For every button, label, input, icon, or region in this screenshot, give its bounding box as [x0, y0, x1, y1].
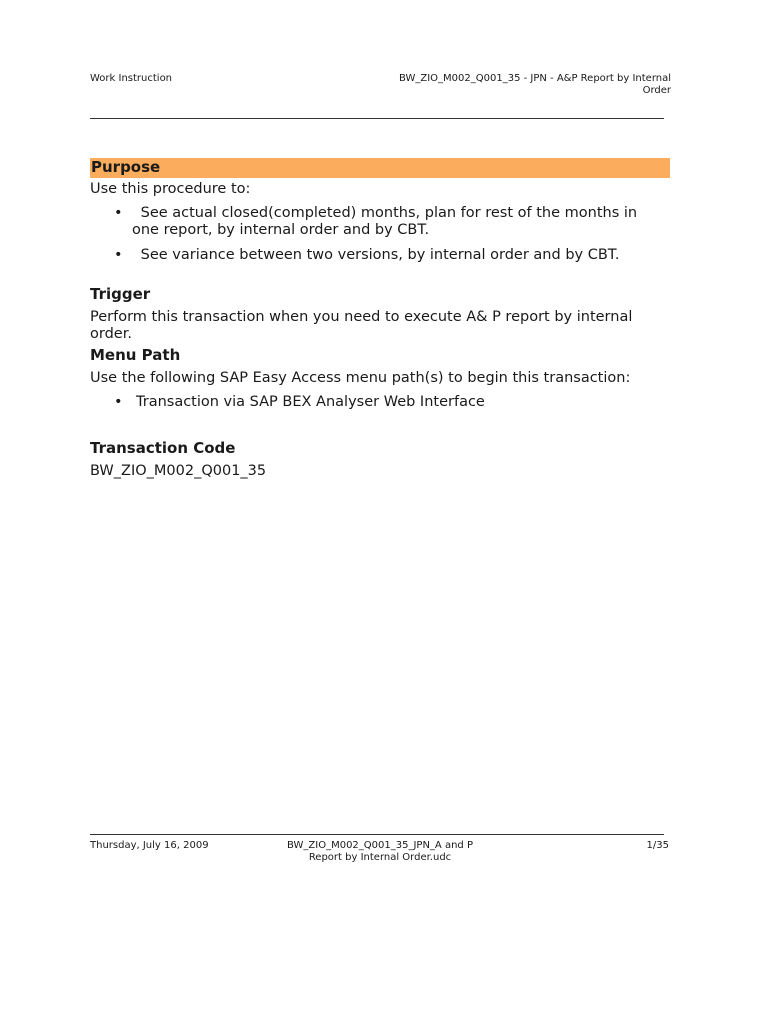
document-body — [90, 158, 670, 480]
purpose-intro: Use this procedure to: — [90, 181, 251, 197]
menu-path-bullet-list — [90, 394, 670, 411]
footer-filename-line-2: Report by Internal Order.udc — [308, 852, 452, 863]
list-item — [90, 394, 670, 411]
bullet-icon: • — [114, 394, 123, 410]
bullet-icon: • — [114, 205, 123, 221]
list-item-text-line: Transaction via SAP BEX Analyser Web Interface — [136, 394, 485, 410]
footer-divider — [90, 834, 664, 835]
header-title-line-1: BW_ZIO_M002_Q001_35 - JPN - A&P Report by Internal — [398, 73, 671, 84]
purpose-bullet-list — [90, 205, 670, 264]
list-item — [90, 247, 670, 264]
trigger-text-line-1: Perform this transaction when you need to execute A& P report by internal — [90, 309, 633, 325]
purpose-heading: Purpose — [90, 158, 670, 178]
header-left-label: Work Instruction — [90, 73, 173, 84]
header-title-line-2: Order — [642, 85, 671, 96]
header-document-title — [371, 73, 671, 97]
list-item-text-line: one report, by internal order and by CBT. — [132, 222, 430, 238]
header-divider — [90, 118, 664, 119]
transaction-code-value: BW_ZIO_M002_Q001_35 — [90, 463, 267, 479]
list-item-text-line: See variance between two versions, by internal order and by CBT. — [136, 247, 620, 263]
menu-path-intro: Use the following SAP Easy Access menu path(s) to begin this transaction: — [90, 370, 631, 386]
bullet-icon: • — [114, 247, 123, 263]
menu-path-heading: Menu Path — [90, 346, 181, 364]
trigger-heading: Trigger — [90, 285, 151, 303]
footer-filename — [280, 840, 480, 864]
transaction-code-heading: Transaction Code — [90, 439, 236, 457]
list-item — [90, 205, 670, 239]
trigger-text-line-2: order. — [90, 326, 132, 342]
list-item-text-line: See actual closed(completed) months, plan for rest of the months in — [136, 205, 638, 221]
footer-date: Thursday, July 16, 2009 — [90, 840, 209, 851]
footer-page-number: 1/35 — [646, 840, 669, 851]
footer-filename-line-1: BW_ZIO_M002_Q001_35_JPN_A and P — [287, 840, 473, 851]
